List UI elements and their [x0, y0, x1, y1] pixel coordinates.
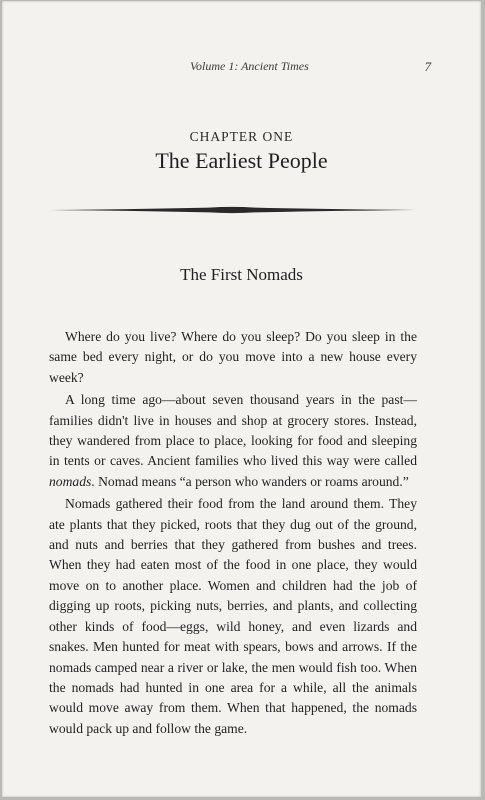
page-number: 7	[424, 59, 431, 74]
italic-term: nomads	[49, 473, 92, 489]
body-text	[49, 327, 417, 739]
running-head-title: Volume 1: Ancient Times	[190, 59, 309, 73]
paragraph	[49, 390, 417, 492]
chapter-title: The Earliest People	[155, 148, 328, 173]
chapter-label: CHAPTER ONE	[189, 129, 294, 144]
paragraph-text: A long time ago—about seven thousand years in the past—families didn't live in houses and shop at grocery stores. Instead, they wandered from place to place, looking for food and sleeping in tents or caves. Ancient families who lived this way were called	[49, 392, 417, 469]
paragraph: Nomads gathered their food from the land around them. They ate plants that they picked, roots that they dug out of the ground, and nuts and berries that they gathered from bushes and trees. When they had eaten most of the food in one place, they would move on to another place. Women and children had the job of digging up roots, picking nuts, berries, and plants, and collecting other kinds of food—eggs, wild honey, and even lizards and snakes. Men hunted for meat with spears, bows and arrows. If the nomads camped near a river or lake, the men would fish too. When the nomads had hunted in one area for a while, all the animals would move away from them. When that happened, the nomads would pack up and follow the game.	[49, 496, 417, 736]
book-page	[2, 1, 481, 797]
paragraph-text: . Nomad means “a person who wanders or roams around.”	[91, 473, 409, 489]
ornamental-divider	[49, 204, 416, 216]
paragraph: Where do you live? Where do you sleep? Do you sleep in the same bed every night, or do you move into a new house every week?	[49, 329, 417, 385]
section-title: The First Nomads	[180, 265, 303, 284]
